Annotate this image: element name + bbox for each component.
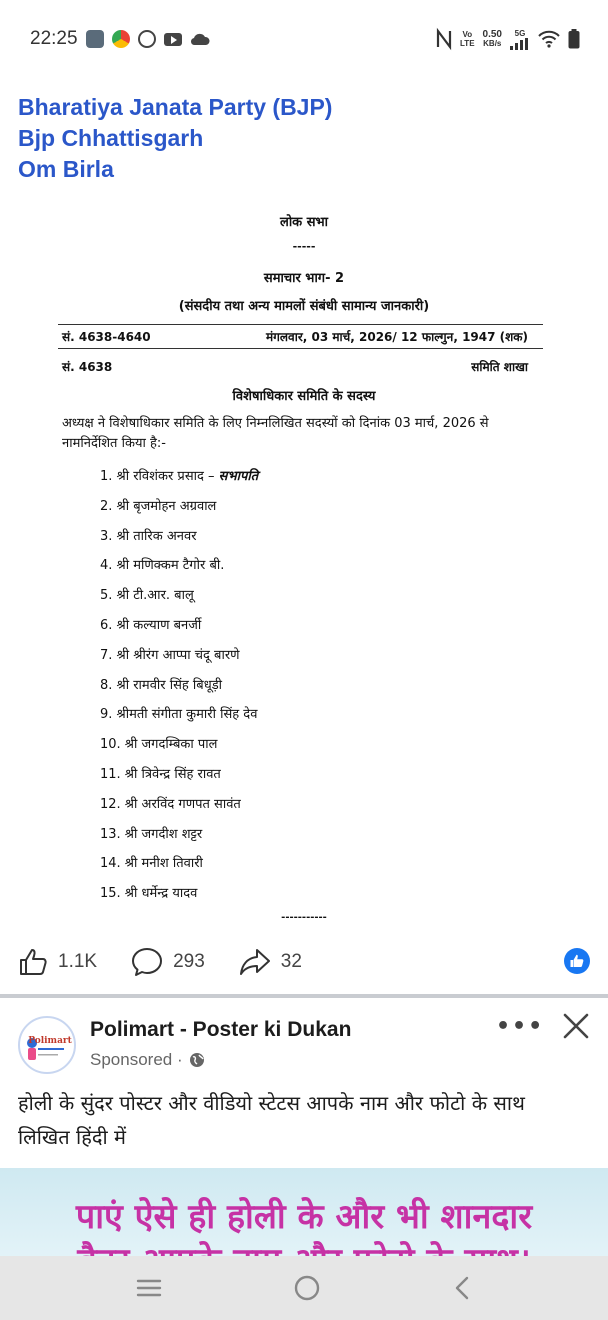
sponsored-row: [90, 1050, 205, 1070]
member-item: 9. श्रीमती संगीता कुमारी सिंह देव: [100, 707, 258, 723]
doc-intro: अध्यक्ष ने विशेषाधिकार समिति के लिए निम्नलिखित सदस्यों को दिनांक 03 मार्च, 2026 से नामनिर्देशित किया है:-: [62, 416, 489, 451]
banner-line-1: पाएं ऐसे ही होली के और भी शानदार: [75, 1197, 533, 1237]
member-item: [100, 462, 258, 492]
member-item: 15. श्री धर्मेन्द्र यादव: [100, 886, 198, 902]
thumbs-up-icon: [18, 947, 48, 977]
like-badge-icon: [569, 953, 585, 969]
feed-divider: [0, 994, 608, 998]
network-type: [460, 30, 475, 48]
post-line[interactable]: Om Birla: [18, 156, 114, 182]
doc-serial-range: सं. 4638-4640: [62, 330, 151, 344]
doc-subtitle: (संसदीय तथा अन्य मामलों संबंधी सामान्य जानकारी): [178, 299, 430, 314]
like-reaction-badge[interactable]: [564, 948, 590, 974]
doc-serial: सं. 4638: [62, 360, 113, 374]
sponsored-label: Sponsored ·: [90, 1050, 183, 1069]
post-text: [18, 92, 332, 185]
cloud-icon: [190, 32, 210, 46]
signal-group: [510, 29, 530, 50]
doc-bulletin: समाचार भाग- 2: [263, 271, 345, 286]
doc-date: मंगलवार, 03 मार्च, 2026/ 12 फाल्गुन, 1947 (शक): [265, 330, 528, 344]
system-navigation-bar: [0, 1256, 608, 1320]
nfc-icon: [436, 29, 452, 49]
5g-label: 5G: [514, 28, 526, 38]
share-icon: [239, 947, 271, 977]
avatar-text: Polimart: [28, 1036, 72, 1046]
member-item: 11. श्री त्रिवेन्द्र सिंह रावत: [100, 766, 221, 782]
ad-body-text[interactable]: होली के सुंदर पोस्टर और वीडियो स्टेटस आपके नाम और फोटो के साथ लिखित हिंदी में: [18, 1091, 525, 1149]
speed-unit: KB/s: [483, 39, 502, 48]
doc-rule-top: [58, 324, 543, 325]
doc-footer-dashes: -----------: [281, 912, 327, 923]
volte-label: Vo: [462, 30, 473, 39]
status-time: 22:25: [30, 28, 78, 49]
doc-dashes: -----: [292, 240, 316, 253]
doc-serial-row: [62, 328, 528, 345]
like-count: 1.1K: [58, 951, 98, 972]
status-right: [436, 29, 580, 50]
member-item: 13. श्री जगदीश शट्टर: [100, 826, 203, 842]
doc-branch: समिति शाखा: [471, 360, 528, 374]
reaction-bar: [0, 930, 608, 994]
post-line[interactable]: Bjp Chhattisgarh: [18, 125, 204, 151]
gallery-app-icon: [86, 30, 104, 48]
members-list: [100, 462, 258, 909]
comment-icon: [131, 947, 163, 977]
member-item: 8. श्री रामवीर सिंह बिधूड़ी: [100, 677, 223, 693]
doc-branch-row: [62, 358, 528, 375]
back-icon[interactable]: [452, 1275, 472, 1301]
close-icon[interactable]: [562, 1012, 590, 1040]
member-item: 14. श्री मनीश तिवारी: [100, 856, 203, 872]
member-item: 5. श्री टी.आर. बालू: [100, 588, 194, 604]
share-count: 32: [280, 951, 302, 972]
member-item: 2. श्री बृजमोहन अग्रवाल: [100, 498, 217, 514]
globe-icon: [189, 1052, 205, 1068]
member-item: 7. श्री श्रीरंग आप्पा चंदू बारणे: [100, 647, 240, 663]
ad-banner-image[interactable]: [0, 1168, 608, 1258]
status-bar: [0, 0, 608, 78]
lte-label: LTE: [460, 39, 475, 48]
comment-count: 293: [173, 951, 205, 972]
post-line[interactable]: Bharatiya Janata Party (BJP): [18, 94, 333, 120]
member-item: 12. श्री अरविंद गणपत सावंत: [100, 796, 241, 812]
member-item: 6. श्री कल्याण बनर्जी: [100, 617, 202, 633]
network-speed: [483, 30, 502, 48]
signal-icon: [510, 38, 530, 50]
member-item: 4. श्री मणिक्कम टैगोर बी.: [100, 558, 225, 574]
chrome-app-icon: [112, 30, 130, 48]
battery-icon: [568, 29, 580, 49]
advertiser-avatar[interactable]: [18, 1016, 76, 1074]
more-options-icon[interactable]: •••: [496, 1014, 545, 1039]
member-chair-role: सभापति: [218, 469, 259, 484]
youtube-icon: [164, 33, 182, 46]
doc-house: लोक सभा: [280, 215, 328, 230]
whatsapp-icon: [138, 30, 156, 48]
doc-heading: विशेषाधिकार समिति के सदस्य: [232, 389, 376, 404]
home-icon[interactable]: [293, 1274, 321, 1302]
polimart-logo: [20, 1018, 74, 1072]
share-button[interactable]: [239, 947, 302, 977]
member-chair-name: 1. श्री रविशंकर प्रसाद –: [100, 469, 219, 484]
member-item: 10. श्री जगदम्बिका पाल: [100, 737, 218, 753]
recent-apps-icon[interactable]: [136, 1277, 162, 1299]
speed-value: 0.50: [482, 29, 502, 40]
post-document-image[interactable]: [0, 200, 608, 928]
wifi-icon: [538, 30, 560, 48]
status-left: [30, 28, 210, 50]
comment-button[interactable]: [131, 947, 205, 977]
doc-rule-bottom: [58, 348, 543, 349]
member-item: 3. श्री तारिक अनवर: [100, 528, 197, 544]
advertiser-name[interactable]: Polimart - Poster ki Dukan: [90, 1018, 352, 1041]
like-button[interactable]: [18, 947, 97, 977]
